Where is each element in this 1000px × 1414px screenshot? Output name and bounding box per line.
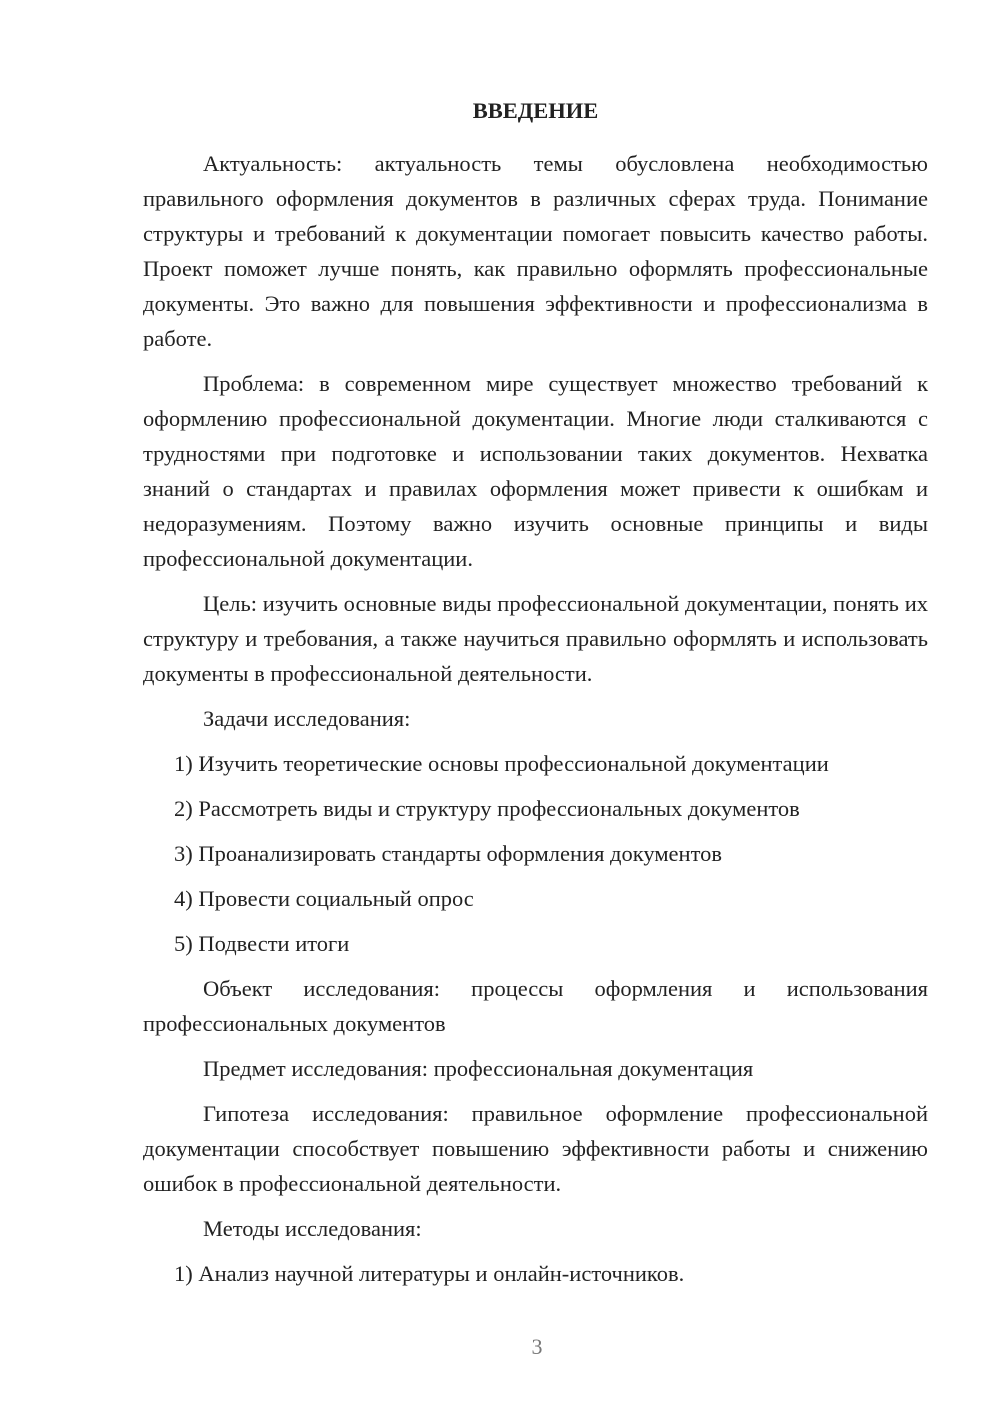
- task-item-4: 4) Провести социальный опрос: [174, 886, 474, 911]
- methods-heading: Методы исследования:: [203, 1216, 422, 1241]
- task-item-2: 2) Рассмотреть виды и структуру профессиональных документов: [174, 796, 800, 821]
- paragraph-relevance: Актуальность: актуальность темы обусловлена необходимостью правильного оформления документов в различных сферах труда. Понимание структуры и требований к документации помогает повысить качество работы. Проект поможет лучше понять, как правильно оформлять профессиональные документы. Это важно для повышения эффективности и профессионализма в работе.: [143, 151, 928, 351]
- task-item-3: 3) Проанализировать стандарты оформления документов: [174, 841, 722, 866]
- page-content: [143, 93, 928, 1291]
- task-item-1: 1) Изучить теоретические основы профессиональной документации: [174, 751, 829, 776]
- page-number: 3: [531, 1334, 543, 1359]
- page-title: ВВЕДЕНИЕ: [472, 98, 599, 123]
- task-item-5: 5) Подвести итоги: [174, 931, 350, 956]
- paragraph-object: Объект исследования: процессы оформления и использования профессиональных документов: [143, 976, 928, 1036]
- method-item-1: 1) Анализ научной литературы и онлайн-источников.: [174, 1261, 685, 1286]
- paragraph-problem: Проблема: в современном мире существует множество требований к оформлению профессиональной документации. Многие люди сталкиваются с трудностями при подготовке и использовании таких документов. Нехватка знаний о стандартах и правилах оформления может привести к ошибкам и недоразумениям. Поэтому важно изучить основные принципы и виды профессиональной документации.: [143, 371, 928, 571]
- paragraph-subject: Предмет исследования: профессиональная документация: [203, 1056, 754, 1081]
- paragraph-goal: Цель: изучить основные виды профессиональной документации, понять их структуру и требования, а также научиться правильно оформлять и использовать документы в профессиональной деятельности.: [143, 591, 928, 686]
- tasks-heading: Задачи исследования:: [203, 706, 411, 731]
- paragraph-hypothesis: Гипотеза исследования: правильное оформление профессиональной документации способствует повышению эффективности работы и снижению ошибок в профессиональной деятельности.: [143, 1101, 928, 1196]
